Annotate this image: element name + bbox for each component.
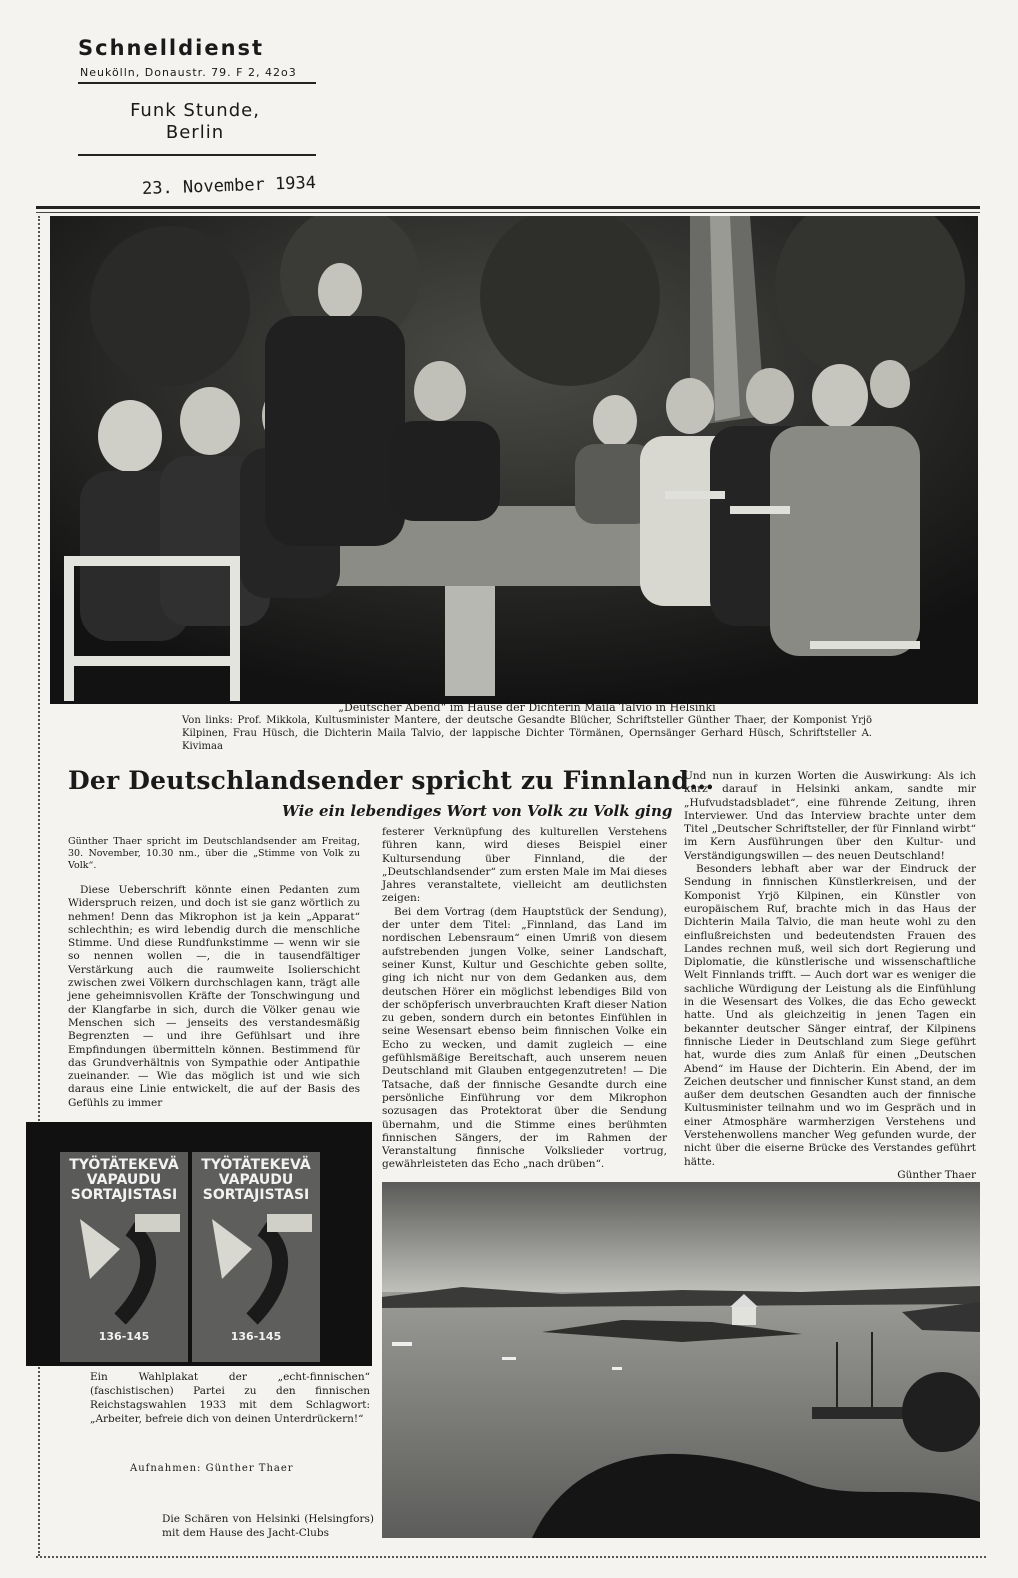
stamp-divider: [78, 82, 316, 84]
stamp-date: 23. November 1934: [141, 172, 317, 200]
article-column-1: [68, 836, 360, 1110]
helsinki-harbor-photo: [382, 1182, 980, 1538]
poster-left-line3: SORTAJISTASI: [70, 1187, 178, 1203]
article-subheadline: Wie ein lebendiges Wort von Volk zu Volk ging: [282, 802, 673, 820]
article-column-3: [684, 770, 976, 1182]
article-column-2: [382, 826, 667, 1172]
harbor-photo-caption: Die Schären von Helsinki (Helsingfors) mit dem Hause des Jacht-Clubs: [162, 1513, 374, 1539]
poster-left-graphic: [60, 1209, 188, 1329]
top-photo-caption: [182, 701, 872, 753]
article-paragraph: Besonders lebhaft aber war der Eindruck der Sendung in finnischen Künstlerkreisen, und der Komponist Yrjö Kilpinen, ein Künstler von europäischem Ruf, brachte mich in das Haus der Dichterin Maila Talvio, die man heute wohl zu den einflußreichsten und bedeutendsten Frauen des Landes rechnen muß, weil sich dort Regierung und Diplomatie, die künstlerische und wissenschaftliche Welt Finnlands trifft. — Auch dort war es weniger die sachliche Würdigung der Leistung als die Einfühlung in die Wesensart des Volkes, die das Echo geweckt hatte. Und als gleichzeitig in jenen Tagen ein bekannter deutscher Sänger eintraf, der Kilpinens finnische Lieder in Deutschland zum Siege geführt hat, wurde dies zum Anlaß für einen „Deutschen Abend“ im Hause der Dichterin. Ein Abend, der im Zeichen deutscher und finnischer Kunst stand, an dem außer dem deutschen Gesandten auch der finnische Kultusminister teilnahm und wo im Gespräch und in einer Atmosphäre warmherzigen Verstehens und Verstehenwollens mancher Weg gefunden wurde, der nicht über die eiserne Brücke des Verstandes geführt hätte.: [684, 863, 976, 1168]
article-paragraph: Diese Ueberschrift könnte einen Pedanten zum Widerspruch reizen, und doch ist sie ganz wörtlich zu nehmen! Denn das Mikrophon ist ja kein „Apparat“ schlechthin; es wird lebendig durch die menschliche Stimme. Und diese Rundfunkstimme — wenn wir sie so nennen wollen —, die in tausendfältiger Verstärkung auch die raumweite Isolierschicht zwischen zwei Völkern durchschlagen kann, trägt alle jene geheimnisvollen Kräfte der Tonschwingung und der Klangfarbe in sich, durch die Völker genau wie Menschen sich — jenseits des verstandesmäßig Begrenzten — und ihre Gefühlsart und ihre Empfindungen übermitteln können. Bestimmend für das Grundverhältnis von Sympathie oder Antipathie zueinander. — Wie das möglich ist und wie sich daraus eine Linie entwickelt, die auf der Basis des Gefühls zu immer: [68, 884, 360, 1109]
poster-right-number: 136-145: [230, 1330, 282, 1343]
page-rule-top: [36, 206, 980, 209]
poster-right-line3: SORTAJISTASI: [202, 1187, 310, 1203]
article-signature: Günther Thaer: [897, 1168, 976, 1181]
poster-left-line1: TYÖTÄTEKEVÄ: [69, 1157, 179, 1173]
stamp-divider-bottom: [78, 154, 316, 156]
poster-left-line2: VAPAUDU: [86, 1172, 162, 1188]
article-intro: Günther Thaer spricht im Deutschlandsender am Freitag, 30. November, 10.30 nm., über die „Stimme von Volk zu Volk“.: [68, 836, 360, 871]
article-paragraph: Bei dem Vortrag (dem Hauptstück der Sendung), der unter dem Titel: „Finnland, das Land im nordischen Lebensraum“ einen Umriß von diesem aufstrebenden jungen Volke, seiner Landschaft, seiner Kunst, Kultur und Geschichte geben sollte, ging ich nicht nur von dem Gedanken aus, dem deutschen Hörer ein möglichst lebendiges Bild von der schöpferisch unverbrauchten Kraft dieser Nation zu geben, sondern durch ein betontes Einfühlen in seine Wesensart ebenso beim finnischen Volke ein Echo zu wecken, und damit zugleich — eine gefühlsmäßige Bereitschaft, auch unserem neuen Deutschland mit Glauben entgegenzutreten! — Die Tatsache, daß der finnische Gesandte durch eine persönliche Einführung vor dem Mikrophon sozusagen das Protektorat über die Sendung übernahm, und die Stimme eines berühmten finnischen Sängers, der im Rahmen der Veranstaltung finnische Volkslieder vortrug, gewährleisteten das Echo „nach drüben“.: [382, 905, 667, 1171]
election-poster-photo: [26, 1122, 372, 1366]
top-photo-caption-text: Von links: Prof. Mikkola, Kultusminister Mantere, der deutsche Gesandte Blücher, Schriftsteller Günther Thaer, der Komponist Yrjö Kilpinen, Frau Hüsch, die Dichterin Maila Talvio, der lappische Dichter Törmänen, Opernsänger Gerhard Hüsch, Schriftsteller A. Kivimaa: [182, 715, 872, 752]
stamp-title: Schnelldienst: [78, 36, 265, 60]
page-rule-top-thin: [36, 212, 980, 213]
stamp-address: Neukölln, Donaustr. 79. F 2, 42o3: [80, 66, 297, 79]
photo-credit: Aufnahmen: Günther Thaer: [130, 1463, 294, 1474]
article-headline: Der Deutschlandsender spricht zu Finnland…: [68, 766, 715, 795]
stamp-org-line2: Berlin: [165, 122, 225, 143]
poster-left: [60, 1152, 188, 1362]
poster-right-graphic: [192, 1209, 320, 1329]
page-rule-bottom: [36, 1556, 986, 1558]
stamp-org-line1: Funk Stunde,: [130, 100, 260, 121]
article-paragraph: Und nun in kurzen Worten die Auswirkung: Als ich kurz darauf in Helsinki ankam, sandte mir „Hufvudstadsbladet“, eine führende Zeitung, ihren Interviewer. Und das Interview brachte unter dem Titel „Deutscher Schriftsteller, der für Finnland wirbt“ im Kern Ausführungen über den Kultur- und Verständigungswillen — des neuen Deutschland!: [684, 770, 976, 862]
top-photo-caption-title: „Deutscher Abend“ im Hause der Dichterin Maila Talvio in Helsinki: [338, 701, 716, 714]
article-paragraph: festerer Verknüpfung des kulturellen Verstehens führen kann, wird dieses Beispiel einer Kultursendung über Finnland, die der „Deutschlandsender“ zum ersten Male im Mai dieses Jahres veranstaltete, vielleicht am deutlichsten zeigen:: [382, 826, 667, 905]
garden-party-photo: [50, 216, 978, 704]
poster-right-line1: TYÖTÄTEKEVÄ: [201, 1157, 311, 1173]
poster-right-line2: VAPAUDU: [218, 1172, 294, 1188]
poster-right: [192, 1152, 320, 1362]
poster-left-number: 136-145: [98, 1330, 150, 1343]
poster-caption: Ein Wahlplakat der „echt-finnischen“ (faschistischen) Partei zu den finnischen Reichstagswahlen 1933 mit dem Schlagwort: „Arbeiter, befreie dich von deinen Unterdrückern!“: [90, 1371, 370, 1425]
stamp-organisation: [110, 100, 280, 144]
